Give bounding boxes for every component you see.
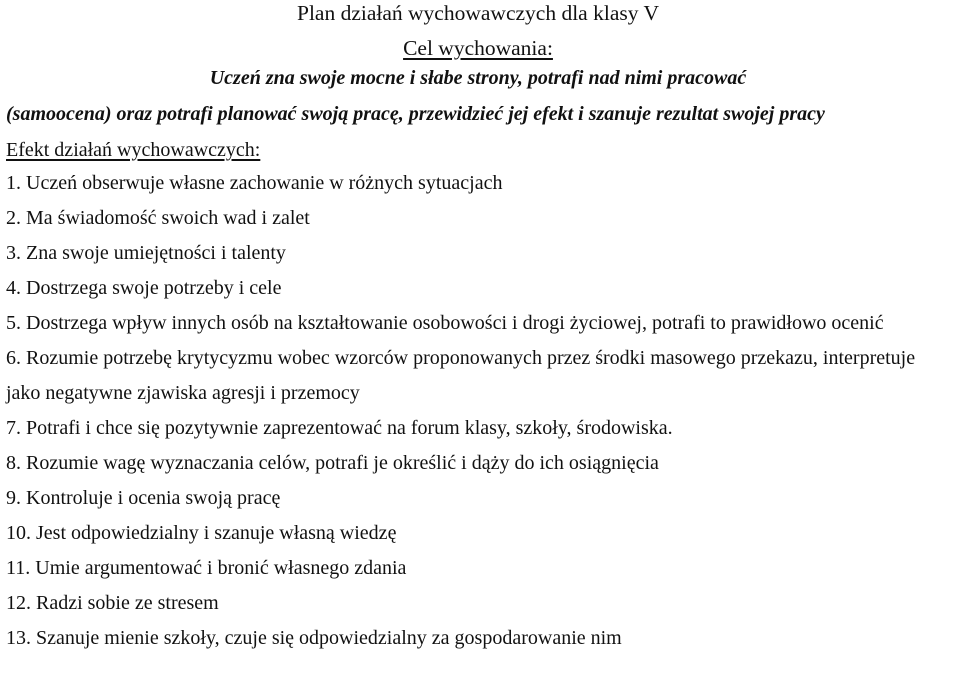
list-item: 2. Ma świadomość swoich wad i zalet [6, 207, 310, 229]
list-item: 8. Rozumie wagę wyznaczania celów, potrafi je określić i dąży do ich osiągnięcia [6, 452, 659, 474]
list-item: 7. Potrafi i chce się pozytywnie zaprezentować na forum klasy, szkoły, środowiska. [6, 417, 673, 439]
goal-heading: Cel wychowania: [403, 36, 553, 60]
list-item: 9. Kontroluje i ocenia swoją pracę [6, 487, 281, 509]
list-item: 5. Dostrzega wpływ innych osób na kształtowanie osobowości i drogi życiowej, potrafi to prawidłowo ocenić [6, 312, 884, 334]
effects-heading: Efekt działań wychowawczych: [6, 139, 261, 161]
list-item: 13. Szanuje mienie szkoły, czuje się odpowiedzialny za gospodarowanie nim [6, 627, 622, 649]
list-item: 6. Rozumie potrzebę krytycyzmu wobec wzorców proponowanych przez środki masowego przekazu, interpretuje jako negatywne zjawiska agresji i przemocy [6, 347, 916, 404]
document-title: Plan działań wychowawczych dla klasy V [296, 1, 659, 25]
effects-list [6, 166, 950, 656]
list-item: 3. Zna swoje umiejętności i talenty [6, 242, 286, 264]
list-item: 4. Dostrzega swoje potrzeby i cele [6, 277, 282, 299]
list-item: 1. Uczeń obserwuje własne zachowanie w różnych sytuacjach [6, 172, 503, 194]
list-item: 10. Jest odpowiedzialny i szanuje własną wiedzę [6, 522, 397, 544]
goal-text-line-1: Uczeń zna swoje mocne i słabe strony, potrafi nad nimi pracować [209, 67, 747, 89]
goal-text-line-2: (samoocena) oraz potrafi planować swoją pracę, przewidzieć jej efekt i szanuje rezultat swojej pracy [6, 103, 825, 125]
list-item: 12. Radzi sobie ze stresem [6, 592, 219, 614]
list-item: 11. Umie argumentować i bronić własnego zdania [6, 557, 407, 579]
